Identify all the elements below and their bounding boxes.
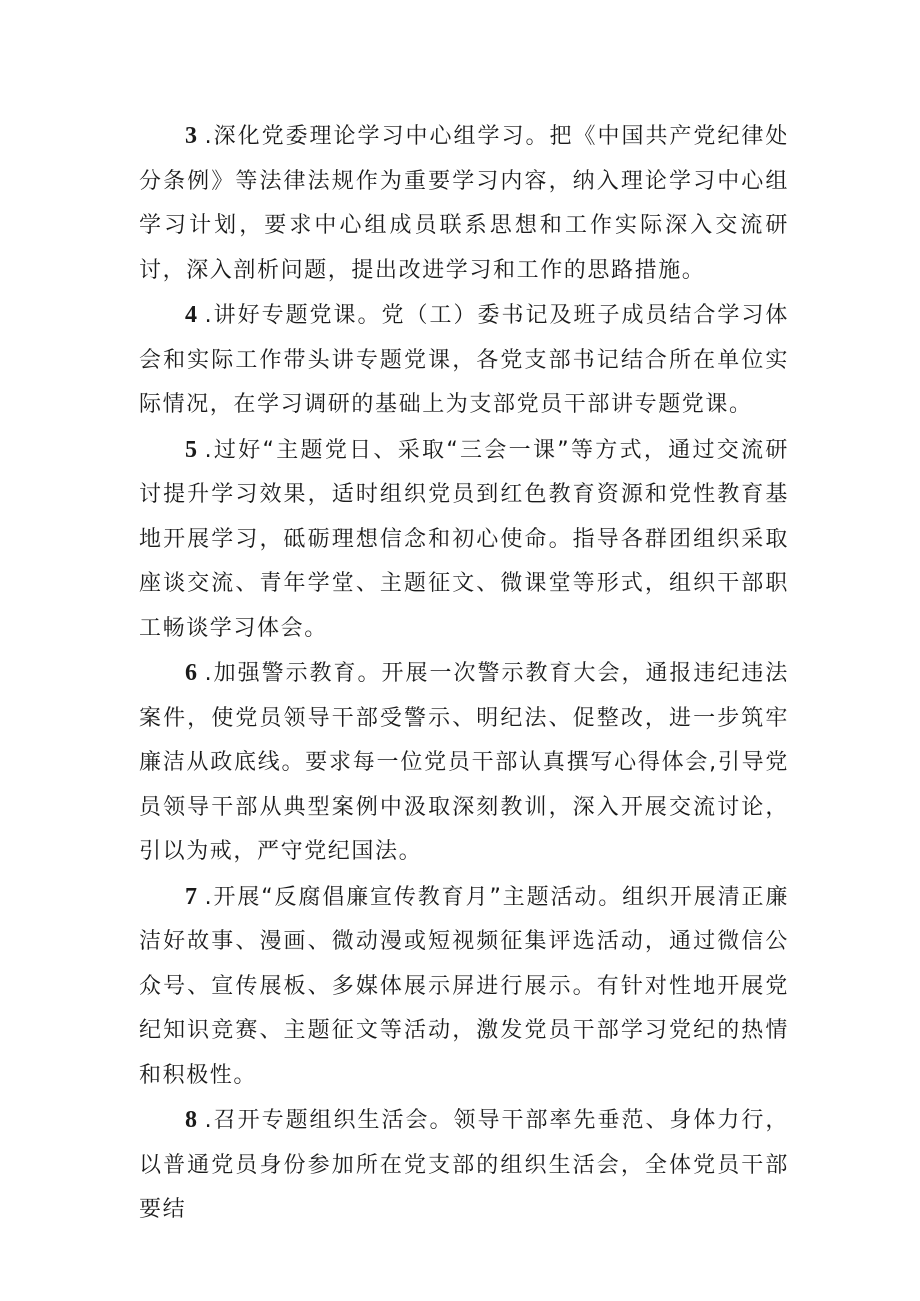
paragraph-6 [139, 651, 789, 875]
paragraph-3 [139, 114, 789, 293]
paragraph-number: 8 [185, 1107, 199, 1133]
paragraph-text: .过好“主题党日、采取“三会一课”等方式，通过交流研讨提升学习效果，适时组织党员到红色教育资源和党性教育基地开展学习，砥砺理想信念和初心使命。指导各群团组织采取座谈交流、青年学堂、主题征文、微课堂等形式，组织干部职工畅谈学习体会。 [139, 437, 789, 641]
paragraph-number: 6 [185, 660, 199, 686]
paragraph-7 [139, 875, 789, 1099]
paragraph-number: 5 [185, 436, 199, 463]
paragraph-text: .加强警示教育。开展一次警示教育大会，通报违纪违法案件，使党员领导干部受警示、明纪法、促整改，进一步筑牢廉洁从政底线。要求每一位党员干部认真撰写心得体会,引导党员领导干部从典型案例中汲取深刻教训，深入开展交流讨论，引以为戒，严守党纪国法。 [139, 661, 789, 864]
paragraph-5 [139, 428, 789, 652]
paragraph-number: 3 [185, 123, 199, 149]
document-body [139, 114, 789, 1233]
paragraph-number: 7 [185, 883, 199, 910]
paragraph-4 [139, 293, 789, 428]
paragraph-text: .讲好专题党课。党（工）委书记及班子成员结合学习体会和实际工作带头讲专题党课，各党支部书记结合所在单位实际情况，在学习调研的基础上为支部党员干部讲专题党课。 [139, 303, 789, 417]
paragraph-number: 4 [185, 302, 199, 328]
paragraph-text: .召开专题组织生活会。领导干部率先垂范、身体力行，以普通党员身份参加所在党支部的组织生活会，全体党员干部要结 [139, 1108, 789, 1222]
paragraph-text: .深化党委理论学习中心组学习。把《中国共产党纪律处分条例》等法律法规作为重要学习内容，纳入理论学习中心组学习计划，要求中心组成员联系思想和工作实际深入交流研讨，深入剖析问题，提出改进学习和工作的思路措施。 [139, 124, 789, 283]
paragraph-8 [139, 1098, 789, 1233]
paragraph-text: .开展“反腐倡廉宣传教育月”主题活动。组织开展清正廉洁好故事、漫画、微动漫或短视频征集评选活动，通过微信公众号、宣传展板、多媒体展示屏进行展示。有针对性地开展党纪知识竞赛、主题征文等活动，激发党员干部学习党纪的热情和积极性。 [139, 884, 789, 1088]
